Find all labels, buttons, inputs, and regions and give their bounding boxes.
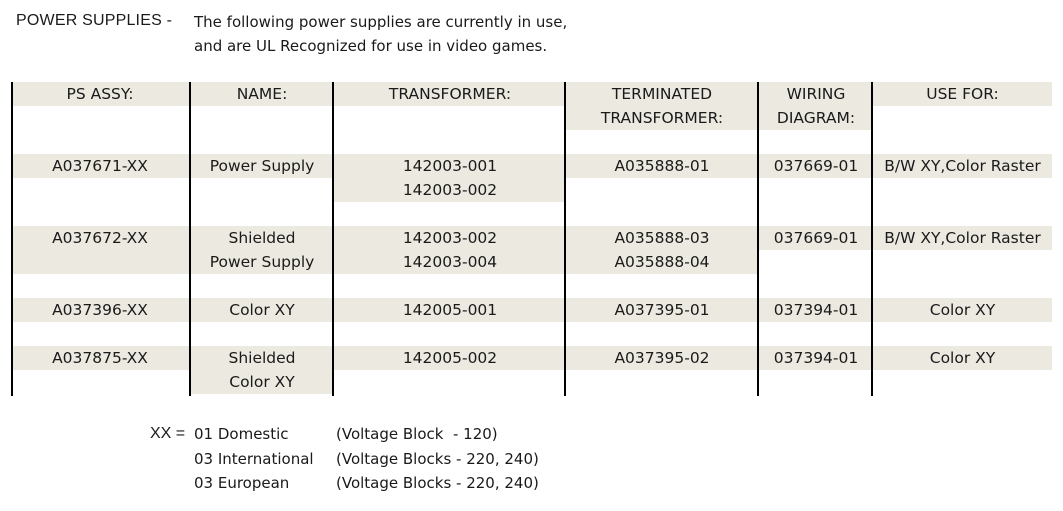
legend-notes: [336, 422, 539, 496]
ps-assy-cell: A037671-XX: [52, 157, 148, 175]
terminated-cell: A035888-01: [614, 157, 710, 175]
ps-assy-cell: A037396-XX: [52, 301, 148, 319]
name-cell: Shielded: [228, 349, 296, 367]
legend-note: (Voltage Block - 120): [336, 425, 498, 443]
table-row: [11, 226, 1052, 250]
wiring-cell: 037669-01: [773, 229, 859, 247]
table-row: [11, 154, 1052, 178]
legend-code: 03 International: [194, 449, 314, 468]
column-divider: [757, 82, 759, 396]
row-spacer: [11, 130, 1052, 154]
table-header-row: [11, 82, 1052, 106]
table-row: [11, 298, 1052, 322]
use-for-cell: B/W XY,Color Raster: [884, 157, 1041, 175]
transformer-cell-2: 142003-004: [334, 250, 566, 274]
transformer-cell-2: 142003-002: [334, 178, 566, 202]
header-ps-assy: PS ASSY:: [66, 85, 134, 103]
header-terminated-line2: TRANSFORMER:: [566, 106, 758, 130]
header-terminated: TERMINATED: [611, 85, 713, 103]
name-cell: Power Supply: [209, 157, 315, 175]
terminated-cell: A035888-03: [614, 229, 710, 247]
use-for-cell: B/W XY,Color Raster: [884, 229, 1041, 247]
power-supply-table: [11, 82, 1052, 394]
description-line-2: and are UL Recognized for use in video games.: [194, 37, 548, 55]
transformer-cell: 142003-001: [402, 157, 498, 175]
name-cell-2: Color XY: [191, 370, 333, 394]
header-name: NAME:: [236, 85, 288, 103]
wiring-cell: 037394-01: [773, 301, 859, 319]
header-wiring: WIRING: [786, 85, 846, 103]
name-cell-2: Power Supply: [191, 250, 333, 274]
header-wiring-line2: DIAGRAM:: [759, 106, 873, 130]
ps-assy-cell: A037672-XX: [52, 229, 148, 247]
legend-note: (Voltage Blocks - 220, 240): [336, 474, 539, 492]
ps-assy-cell: A037875-XX: [52, 349, 148, 367]
name-cell: Color XY: [229, 301, 295, 319]
legend-codes: [194, 422, 314, 496]
ps-assy-cell-2: [11, 250, 189, 274]
legend-code: 01 Domestic: [194, 425, 289, 443]
legend-label: XX =: [150, 425, 186, 442]
table-row: [11, 346, 1052, 370]
column-divider: [564, 82, 566, 396]
column-divider: [189, 82, 191, 396]
terminated-cell-2: A035888-04: [566, 250, 758, 274]
use-for-cell: Color XY: [929, 349, 996, 367]
row-spacer: [11, 274, 1052, 298]
legend-code: 03 European: [194, 474, 290, 492]
transformer-cell: 142003-002: [402, 229, 498, 247]
transformer-cell: 142005-002: [402, 349, 498, 367]
header-transformer: TRANSFORMER:: [388, 85, 512, 103]
transformer-cell: 142005-001: [402, 301, 498, 319]
column-divider: [332, 82, 334, 396]
legend-note: (Voltage Blocks - 220, 240): [336, 449, 539, 468]
name-cell: Shielded: [228, 229, 296, 247]
table-row-continuation: [11, 178, 1052, 202]
column-divider: [871, 82, 873, 396]
section-title: POWER SUPPLIES -: [16, 12, 173, 29]
header-use-for: USE FOR:: [926, 85, 999, 103]
table-header-row-2: [11, 106, 1052, 130]
row-spacer: [11, 202, 1052, 226]
row-spacer: [11, 322, 1052, 346]
wiring-cell: 037394-01: [773, 349, 859, 367]
terminated-cell: A037395-02: [614, 349, 710, 367]
table-row-continuation: [11, 250, 1052, 274]
use-for-cell: Color XY: [929, 301, 996, 319]
wiring-cell: 037669-01: [773, 157, 859, 175]
column-divider: [11, 82, 13, 396]
table-row-continuation: [11, 370, 1052, 394]
description-line-1: The following power supplies are currently in use,: [194, 13, 568, 31]
section-description: [194, 10, 567, 58]
terminated-cell: A037395-01: [614, 301, 710, 319]
